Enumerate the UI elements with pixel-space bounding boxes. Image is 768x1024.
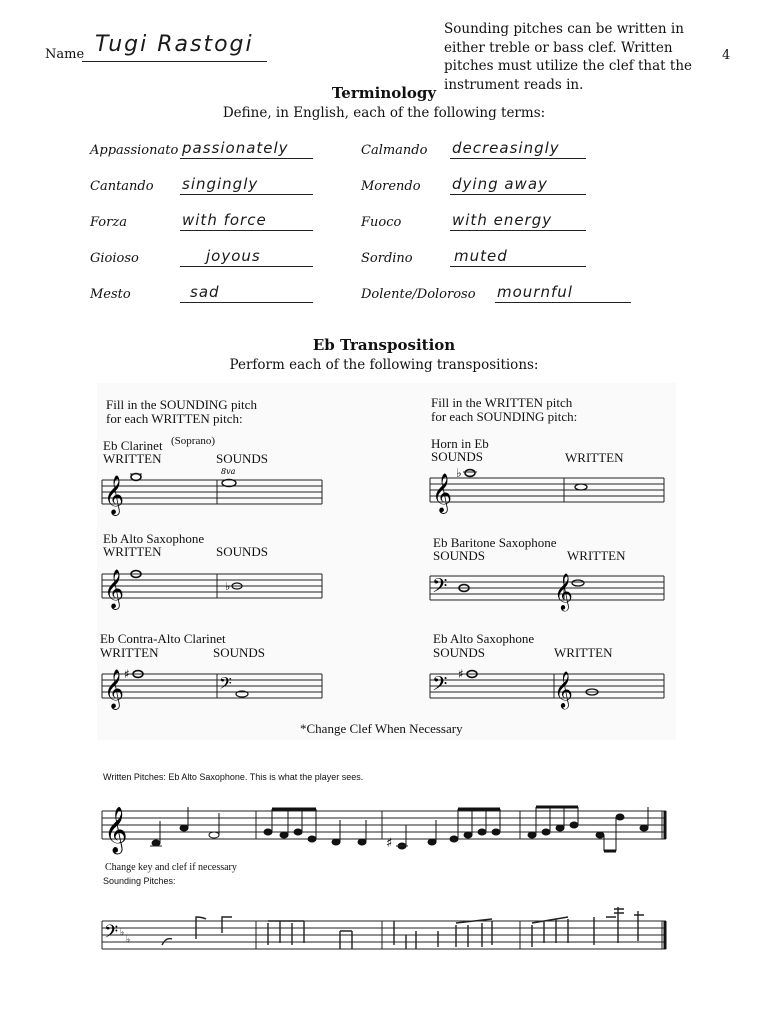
note <box>332 839 340 845</box>
note <box>308 836 316 842</box>
treble-clef-icon: 𝄞 <box>104 569 125 609</box>
treble-clef-icon: 𝄞 <box>432 473 453 513</box>
col-label-sounds: SOUNDS <box>216 451 269 466</box>
name-label: Name <box>45 47 85 62</box>
term-label: Sordino <box>361 251 413 266</box>
note <box>428 839 436 845</box>
sounding-caption: Sounding Pitches: <box>103 876 176 886</box>
note <box>358 839 366 845</box>
note <box>450 836 458 842</box>
term-label: Gioioso <box>90 251 139 266</box>
instrument-label: Eb Contra-Alto Clarinet <box>100 631 226 646</box>
term-answer: mournful <box>497 283 573 301</box>
answer-line <box>495 302 631 303</box>
term-answer: dying away <box>452 175 548 193</box>
staff-horn-eb <box>428 466 668 516</box>
note <box>570 822 578 828</box>
staff-written-melody <box>98 795 670 859</box>
term-label: Mesto <box>90 287 131 302</box>
treble-clef-icon: 𝄞 <box>554 572 573 610</box>
answer-line <box>450 266 586 267</box>
term-label: Dolente/Doloroso <box>361 287 476 302</box>
staff-eb-bari-sax <box>428 564 668 614</box>
sharp-icon: ♯ <box>386 836 393 851</box>
key-flat-icon: ♭ <box>120 928 125 938</box>
instrument-label: Eb Baritone Saxophone <box>433 535 557 550</box>
term-answer: passionately <box>182 139 289 157</box>
bass-clef-icon: 𝄢 <box>104 922 119 947</box>
note <box>492 829 500 835</box>
staff-eb-clarinet <box>100 468 326 518</box>
term-label: Fuoco <box>361 215 402 230</box>
answer-line <box>180 230 313 231</box>
term-label: Calmando <box>361 143 428 158</box>
term-answer: decreasingly <box>452 139 560 157</box>
instrument-label: Eb Alto Saxophone <box>103 531 205 546</box>
note <box>528 832 536 838</box>
right-heading-1: Fill in the WRITTEN pitch <box>431 395 573 410</box>
instrument-extra: (Soprano) <box>171 435 215 447</box>
term-answer: singingly <box>182 175 259 193</box>
footnote: *Change Clef When Necessary <box>300 721 463 736</box>
left-heading-1: Fill in the SOUNDING pitch <box>106 397 257 412</box>
answer-line <box>450 158 586 159</box>
answer-line <box>180 158 313 159</box>
whole-note-icon <box>131 474 141 481</box>
key-flat-icon: ♭ <box>126 935 131 945</box>
treble-clef-icon: 𝄞 <box>104 475 125 515</box>
right-heading-2: for each SOUNDING pitch: <box>431 409 578 424</box>
written-caption: Written Pitches: Eb Alto Saxophone. This is what the player sees. <box>103 772 364 782</box>
note <box>209 832 219 838</box>
treble-clef-icon: 𝄞 <box>104 807 128 853</box>
instrument-label: Eb Clarinet <box>103 438 163 453</box>
flat-icon: ♭ <box>225 580 231 593</box>
col-label-sounds: SOUNDS <box>216 544 269 559</box>
col-label-written: WRITTEN <box>554 645 613 660</box>
sharp-icon: ♯ <box>458 667 464 681</box>
col-label-written: WRITTEN <box>565 450 624 465</box>
col-label-written: WRITTEN <box>103 451 162 466</box>
col-label-sounds: SOUNDS <box>433 645 486 660</box>
col-label-sounds: SOUNDS <box>213 645 266 660</box>
col-label-written: WRITTEN <box>103 544 162 559</box>
change-caption: Change key and clef if necessary <box>105 862 237 873</box>
answer-line <box>450 194 586 195</box>
term-answer: sad <box>190 283 220 301</box>
term-answer: with force <box>182 211 267 229</box>
left-heading-2: for each WRITTEN pitch: <box>106 411 243 426</box>
ottava-mark: 8va <box>221 468 236 476</box>
bass-clef-icon: 𝄢 <box>219 673 232 697</box>
answer-line <box>180 302 313 303</box>
note <box>264 829 272 835</box>
col-label-written: WRITTEN <box>100 645 159 660</box>
note <box>542 829 550 835</box>
answer-line <box>180 194 313 195</box>
note <box>616 814 624 820</box>
answer-line <box>450 230 586 231</box>
treble-clef-icon: 𝄞 <box>104 669 125 709</box>
page-number: 4 <box>722 48 731 63</box>
col-label-written: WRITTEN <box>567 548 626 563</box>
bass-clef-icon: 𝄢 <box>432 574 448 602</box>
term-answer: joyous <box>206 247 261 265</box>
staff-sounding-melody <box>98 905 670 961</box>
term-label: Cantando <box>90 179 154 194</box>
terminology-instructions: Define, in English, each of the following terms: <box>222 105 546 121</box>
instrument-label: Horn in Eb <box>431 436 489 451</box>
note <box>294 829 302 835</box>
name-line <box>82 61 267 62</box>
instrument-label: Eb Alto Saxophone <box>433 631 535 646</box>
note <box>280 832 288 838</box>
answer-line <box>180 266 313 267</box>
term-label: Forza <box>90 215 127 230</box>
bass-clef-icon: 𝄢 <box>432 672 448 700</box>
transposition-title: Eb Transposition <box>312 336 456 354</box>
term-label: Appassionato <box>90 143 179 158</box>
term-answer: with energy <box>452 211 553 229</box>
staff-eb-alto-sax-2 <box>428 662 668 712</box>
note <box>640 825 648 831</box>
term-label: Morendo <box>361 179 421 194</box>
whole-note-icon <box>575 484 587 490</box>
sharp-icon: ♯ <box>124 667 130 681</box>
staff-eb-contra-alto <box>100 662 326 712</box>
note <box>478 829 486 835</box>
name-value: Tugi Rastogi <box>95 32 254 57</box>
note <box>152 840 160 846</box>
col-label-sounds: SOUNDS <box>431 449 484 464</box>
note <box>180 825 188 831</box>
whole-note-icon <box>465 470 475 477</box>
transposition-instructions: Perform each of the following transpositions: <box>229 357 539 373</box>
flat-icon: ♭ <box>456 466 462 480</box>
whole-note-icon <box>572 580 584 586</box>
col-label-sounds: SOUNDS <box>433 548 486 563</box>
note <box>596 832 604 838</box>
terminology-title: Terminology <box>331 84 437 102</box>
note <box>464 832 472 838</box>
treble-clef-icon: 𝄞 <box>554 670 573 708</box>
clef-note: Sounding pitches can be written in either treble or bass clef. Written pitches must utilize the clef that the instrument reads in. <box>444 21 693 93</box>
term-answer: muted <box>454 247 508 265</box>
staff-eb-alto-sax <box>100 562 326 612</box>
note <box>556 825 564 831</box>
